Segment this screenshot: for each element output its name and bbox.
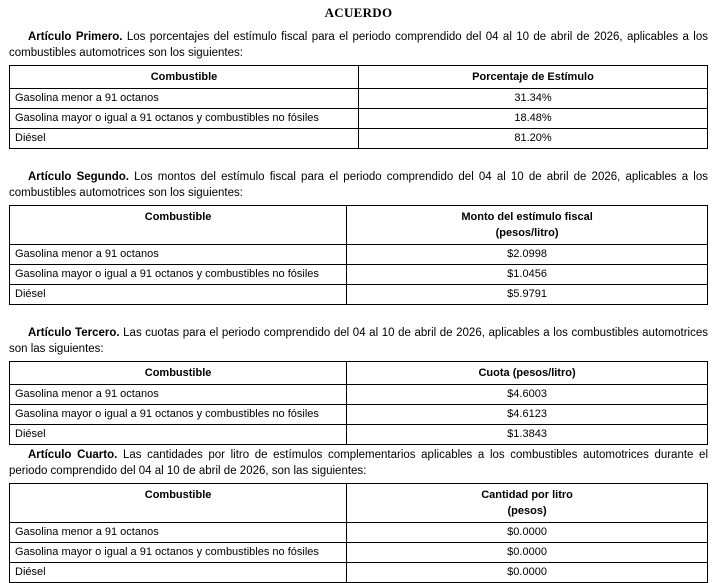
value-cell: $4.6003	[347, 385, 708, 405]
table-row	[10, 109, 708, 129]
article-text: Los porcentajes del estímulo fiscal para el periodo comprendido del 04 al 10 de abril de 2026, aplicables a los combustibles automotrices son los siguientes:	[9, 31, 708, 59]
fuel-cell: Diésel	[10, 129, 359, 149]
table-row	[10, 265, 708, 285]
value-cell: $1.0456	[347, 265, 708, 285]
combustible-header: Combustible	[10, 484, 347, 523]
combustible-header: Combustible	[10, 206, 347, 245]
table-row	[10, 245, 708, 265]
value-cell: 81.20%	[359, 129, 708, 149]
table-row	[10, 285, 708, 305]
article-label: Artículo Segundo.	[28, 171, 129, 183]
article-text: Los montos del estímulo fiscal para el periodo comprendido del 04 al 10 de abril de 2026, aplicables a los combustibles automotrices son los siguientes:	[9, 171, 708, 199]
article-paragraph	[9, 29, 708, 61]
value-cell: 18.48%	[359, 109, 708, 129]
table-row	[10, 523, 708, 543]
table-header-row	[10, 362, 708, 385]
combustible-header: Combustible	[10, 66, 359, 89]
table-row	[10, 543, 708, 563]
table-row	[10, 405, 708, 425]
fuel-table-porcentaje	[9, 65, 708, 149]
value-cell: 31.34%	[359, 89, 708, 109]
value-cell: $0.0000	[347, 563, 708, 583]
article-label: Artículo Tercero.	[28, 327, 120, 339]
document-title: ACUERDO	[324, 5, 393, 20]
value-cell: $2.0998	[347, 245, 708, 265]
section-articulo-cuarto	[9, 447, 708, 583]
fuel-table-cantidad	[9, 483, 708, 583]
fuel-cell: Diésel	[10, 285, 347, 305]
article-label: Artículo Primero.	[28, 31, 123, 43]
fuel-cell: Gasolina mayor o igual a 91 octanos y combustibles no fósiles	[10, 543, 347, 563]
fuel-cell: Gasolina mayor o igual a 91 octanos y combustibles no fósiles	[10, 265, 347, 285]
table-row	[10, 89, 708, 109]
fuel-cell: Gasolina menor a 91 octanos	[10, 245, 347, 265]
fuel-cell: Gasolina menor a 91 octanos	[10, 385, 347, 405]
value-cell: $1.3843	[347, 425, 708, 445]
fuel-cell: Diésel	[10, 563, 347, 583]
article-text: Las cantidades por litro de estímulos complementarios aplicables a los combustibles automotrices durante el periodo comprendido del 04 al 10 de abril de 2026, son las siguientes:	[9, 449, 709, 477]
value-cell: $5.9791	[347, 285, 708, 305]
table-header-row	[10, 66, 708, 89]
fuel-cell: Gasolina menor a 91 octanos	[10, 89, 359, 109]
combustible-header: Combustible	[10, 362, 347, 385]
article-paragraph	[9, 169, 708, 201]
section-articulo-primero	[9, 29, 708, 149]
table-header-row	[10, 484, 708, 523]
article-paragraph	[9, 325, 708, 357]
value-cell: $0.0000	[347, 543, 708, 563]
article-text: Las cuotas para el periodo comprendido del 04 al 10 de abril de 2026, aplicables a los combustibles automotrices son las siguientes:	[9, 327, 708, 355]
value-cell: $4.6123	[347, 405, 708, 425]
value-header: Cantidad por litro (pesos)	[347, 484, 708, 523]
fuel-cell: Diésel	[10, 425, 347, 445]
section-articulo-segundo	[9, 169, 708, 305]
table-row	[10, 425, 708, 445]
article-paragraph	[9, 447, 708, 479]
value-header: Porcentaje de Estímulo	[359, 66, 708, 89]
table-row	[10, 385, 708, 405]
fuel-cell: Gasolina mayor o igual a 91 octanos y combustibles no fósiles	[10, 109, 359, 129]
value-header: Cuota (pesos/litro)	[347, 362, 708, 385]
section-articulo-tercero	[9, 325, 708, 445]
value-header: Monto del estímulo fiscal (pesos/litro)	[347, 206, 708, 245]
article-label: Artículo Cuarto.	[28, 449, 118, 461]
table-row	[10, 129, 708, 149]
fuel-table-monto	[9, 205, 708, 305]
fuel-table-cuota	[9, 361, 708, 445]
table-row	[10, 563, 708, 583]
value-cell: $0.0000	[347, 523, 708, 543]
fuel-cell: Gasolina menor a 91 octanos	[10, 523, 347, 543]
table-header-row	[10, 206, 708, 245]
fuel-cell: Gasolina mayor o igual a 91 octanos y combustibles no fósiles	[10, 405, 347, 425]
